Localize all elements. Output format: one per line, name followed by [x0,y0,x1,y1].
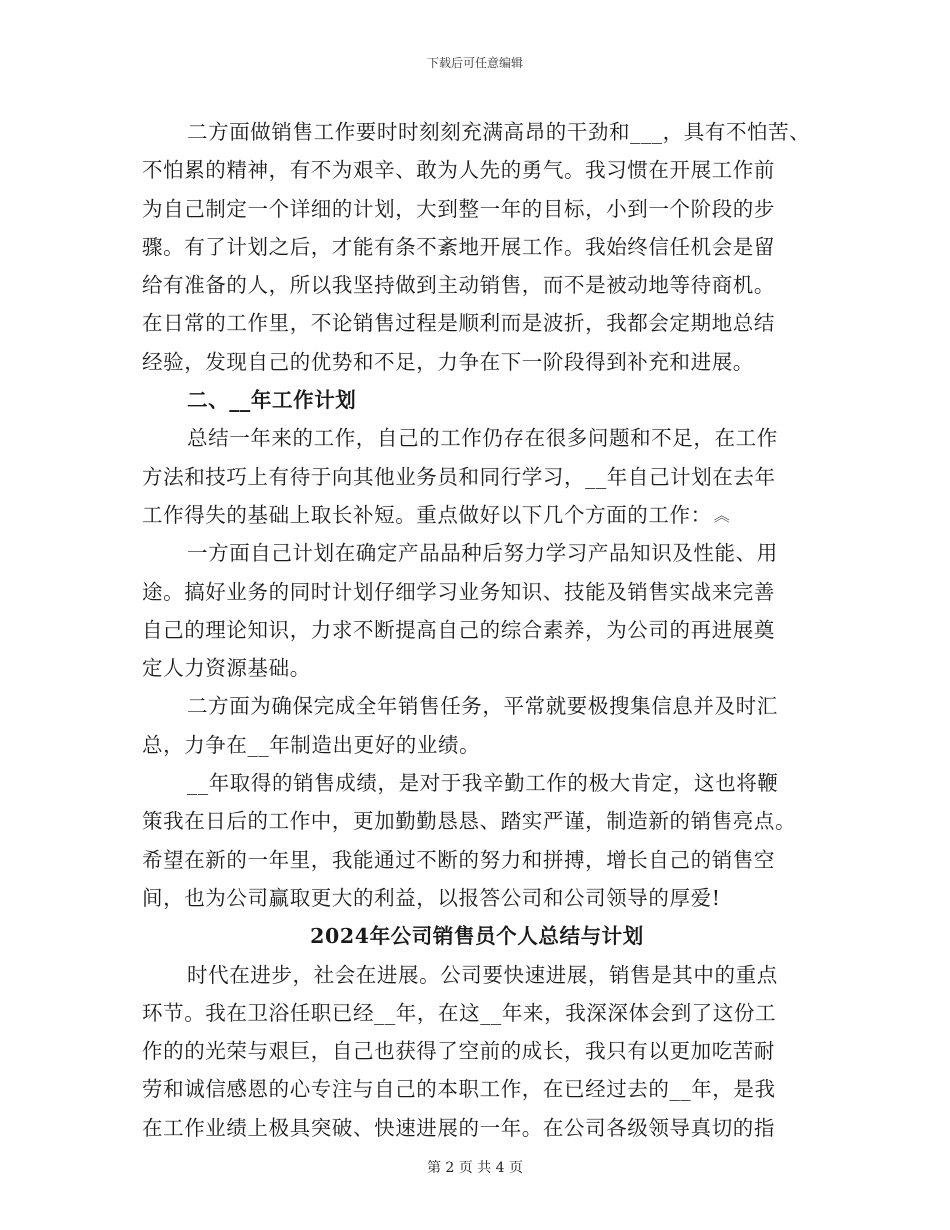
paragraph-line: 一方面自己计划在确定产品品种后努力学习产品知识及性能、用 [187,541,778,566]
paragraph-line: 不怕累的精神，有不为艰辛、敢为人先的勇气。我习惯在开展工作前 [142,158,775,183]
paragraph-line: 策我在日后的工作中，更加勤勤恳恳、踏实严谨，制造新的销售亮点。 [142,809,797,834]
paragraph-line: 二方面做销售工作要时时刻刻充满高昂的干劲和___，具有不怕苦、 [187,120,811,144]
paragraph-line: 希望在新的一年里，我能通过不断的努力和拼搏，增长自己的销售空 [142,847,775,872]
paragraph-line: 给有准备的人，所以我坚持做到主动销售，而不是被动地等待商机。 [142,273,775,298]
paragraph-line: 时代在进步，社会在进展。公司要快速进展，销售是其中的重点 [187,962,778,987]
paragraph-line: 自己的理论知识，力求不断提高自己的综合素养，为公司的再进展奠 [142,617,775,642]
paragraph-line: 作的的光荣与艰巨，自己也获得了空前的成长，我只有以更加吃苦耐 [142,1039,775,1064]
paragraph-line: 环节。我在卫浴任职已经__年，在这__年来，我深深体会到了这份工 [142,1000,777,1025]
chevron-up-icon: ︽ [713,506,731,526]
paragraph-line: 在工作业绩上极具突破、快速进展的一年。在公司各级领导真切的指 [142,1115,775,1140]
paragraph-line: 间，也为公司赢取更大的利益，以报答公司和公司领导的厚爱! [142,885,721,910]
paragraph-line: 在日常的工作里，不论销售过程是顺利而是波折，我都会定期地总结 [142,311,775,336]
paragraph-line: 劳和诚信感恩的心专注与自己的本职工作，在已经过去的__年，是我 [142,1077,776,1102]
paragraph-line: 为自己制定一个详细的计划，大到整一年的目标，小到一个阶段的步 [142,196,775,221]
paragraph-line: 经验，发现自己的优势和不足，力争在下一阶段得到补充和进展。 [142,349,754,374]
paragraph-line: 总，力争在__年制造出更好的业绩。 [142,732,481,757]
paragraph-line-with-marker [142,496,812,534]
paragraph-line: 骤。有了计划之后，才能有条不紊地开展工作。我始终信任机会是留 [142,234,775,259]
paragraph-line: 途。搞好业务的同时计划仔细学习业务知识、技能及销售实战来完善 [142,579,775,604]
paragraph-line: __年取得的销售成绩，是对于我辛勤工作的极大肯定，这也将鞭 [187,771,779,796]
paragraph-line: 总结一年来的工作，自己的工作仍存在很多问题和不足，在工作 [187,426,778,451]
paragraph-line: 二方面为确保完成全年销售任务，平常就要极搜集信息并及时汇 [187,694,778,719]
section-heading: 二、__年工作计划 [187,388,357,413]
document-body [142,113,812,1147]
paragraph-line: 定人力资源基础。 [142,656,311,681]
paragraph-line: 方法和技巧上有待于向其他业务员和同行学习，__年自己计划在去年 [142,464,776,489]
document-title: 2024年公司销售员个人总结与计划 [310,924,644,949]
page-header: 下载后可任意编辑 [426,56,523,70]
paragraph-line: 工作得失的基础上取长补短。重点做好以下几个方面的工作： [142,502,712,527]
page-footer: 第 2 页 共 4 页 [426,1160,524,1176]
